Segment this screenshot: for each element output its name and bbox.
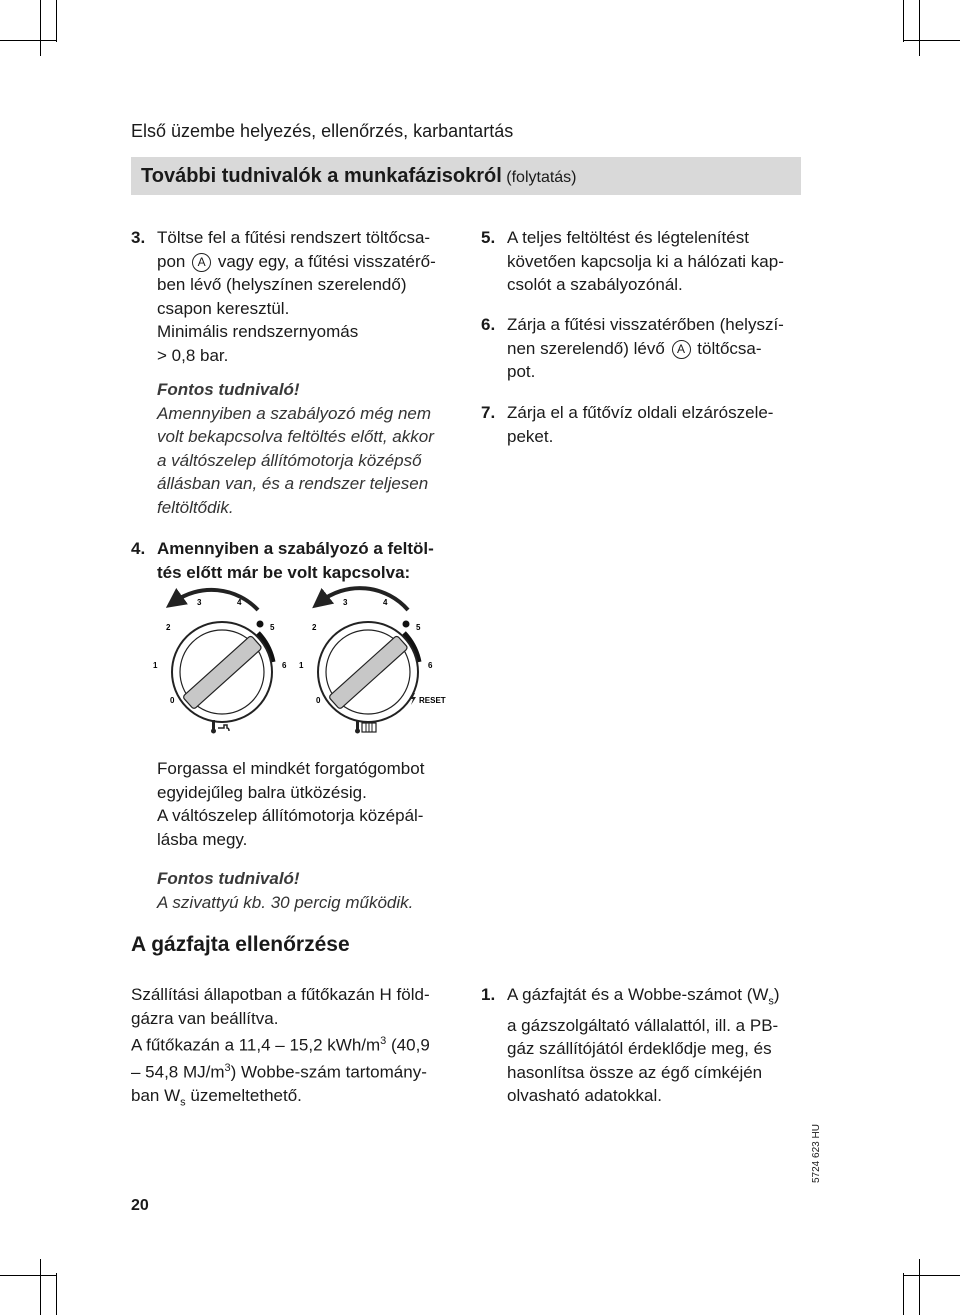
crop-mark [919, 1259, 920, 1315]
step-number: 6. [481, 315, 496, 334]
dial-label: 3 [343, 598, 348, 607]
dial-label: 6 [282, 661, 287, 670]
text-line [507, 337, 784, 361]
page-number: 20 [131, 1197, 149, 1214]
text-line: Minimális rendszernyomás [157, 322, 359, 341]
text-line: hasonlítsa össze az égő címkéjén [507, 1062, 763, 1082]
subscript: s [180, 1096, 186, 1109]
note-heading: Fontos tudnivaló! [157, 380, 300, 399]
step-number: 5. [481, 228, 496, 247]
page-title: További tudnivalók a munkafázisokról [141, 165, 502, 187]
step-number: 4. [131, 539, 146, 558]
crop-mark [903, 1273, 904, 1315]
text-line: gázra van beállítva. [131, 1008, 279, 1028]
text-line: a gázszolgáltató vállalattól, ill. a PB- [507, 1015, 779, 1035]
text-fragment: – 54,8 MJ/m [131, 1062, 225, 1082]
dial-label: 5 [270, 623, 275, 632]
rotation-arrow-left [174, 590, 258, 610]
crop-mark [904, 1275, 960, 1276]
marker-a: A [192, 253, 211, 272]
text-line [131, 1057, 430, 1084]
note-line: Amennyiben a szabályozó még nem [157, 403, 432, 423]
dial-label: 4 [237, 598, 242, 607]
text-fragment: üzemeltethető. [185, 1086, 302, 1106]
text-fragment: ban W [131, 1086, 181, 1106]
text-line [131, 1084, 430, 1115]
text-line: tés előtt már be volt kapcsolva: [157, 562, 411, 582]
dial-figure [140, 580, 460, 750]
note-line: volt bekapcsolva feltöltés előtt, akkor [157, 427, 434, 446]
subscript: s [768, 995, 774, 1008]
section-header: Első üzembe helyezés, ellenőrzés, karbantartás [131, 121, 514, 141]
superscript: 3 [380, 1035, 387, 1047]
rotation-arrow-right [320, 588, 408, 610]
crop-mark [0, 1275, 56, 1276]
dial-label: 1 [153, 661, 158, 670]
text-line: gáz szállítójától érdeklődje meg, és [507, 1039, 772, 1059]
note-3 [157, 378, 434, 519]
dial-label: 6 [428, 661, 433, 670]
text-line: A teljes feltöltést és légtelenítést [507, 228, 749, 247]
note-4 [157, 867, 413, 914]
note-line: feltöltődik. [157, 497, 234, 517]
note-line: a váltószelep állítómotorja középső [157, 450, 422, 470]
superscript: 3 [224, 1062, 231, 1075]
dial-label: 2 [312, 623, 317, 632]
text-fragment: pon [157, 251, 186, 271]
text-line: Töltse fel a fűtési rendszert töltőcsa- [157, 228, 431, 247]
step-3-text [157, 226, 436, 367]
crop-mark [40, 1259, 41, 1315]
title-bar [131, 157, 801, 195]
section-heading: A gázfajta ellenőrzése [131, 933, 350, 956]
step-6-text [507, 313, 784, 384]
text-line [131, 1030, 430, 1057]
note-heading: Fontos tudnivaló! [157, 869, 300, 888]
dial-label: 0 [316, 696, 321, 705]
step-number: 1. [481, 985, 496, 1004]
step-7-text [507, 401, 773, 448]
text-line: Zárja el a fűtővíz oldali elzárószele- [507, 403, 774, 422]
step-number: 7. [481, 403, 496, 422]
text-fragment: A gázfajtát és a Wobbe-számot (W [507, 985, 769, 1004]
gas-step-1-text [507, 983, 780, 1108]
text-line [157, 250, 436, 274]
step-4-text [157, 757, 424, 851]
text-fragment: ) [773, 985, 780, 1004]
text-line: csapon keresztül. [157, 298, 290, 318]
dial-label: 0 [170, 696, 175, 705]
text-line [507, 983, 780, 1014]
text-fragment: ) Wobbe-szám tartomány- [230, 1062, 427, 1082]
text-fragment: töltőcsa- [697, 338, 762, 358]
crop-mark [56, 0, 57, 42]
crop-mark [0, 40, 56, 41]
text-fragment: vagy egy, a fűtési visszatérő- [217, 251, 436, 271]
dial-label: 1 [299, 661, 304, 670]
page-title-sub: (folytatás) [506, 169, 577, 186]
crop-mark [919, 0, 920, 56]
left-dial [153, 590, 287, 734]
text-fragment: nen szerelendő) lévő [507, 338, 665, 358]
text-line: pot. [507, 362, 536, 381]
text-line: Szállítási állapotban a fűtőkazán H föld- [131, 985, 430, 1004]
crop-mark [56, 1273, 57, 1315]
gas-left-text [131, 983, 430, 1115]
dial-label: 4 [383, 598, 388, 607]
text-line: lásba megy. [157, 829, 248, 849]
text-line: peket. [507, 426, 554, 446]
text-line: Amennyiben a szabályozó a feltöl- [157, 539, 434, 558]
crop-mark [40, 0, 41, 56]
text-line: Zárja a fűtési visszatérőben (helyszí- [507, 315, 784, 334]
text-line: ben lévő (helyszínen szerelendő) [157, 275, 407, 294]
dial-label: 5 [416, 623, 421, 632]
marker-a: A [672, 340, 691, 359]
reset-label: RESET [419, 696, 446, 705]
text-line: olvasható adatokkal. [507, 1086, 662, 1106]
text-line: csolót a szabályozónál. [507, 275, 683, 294]
document-number: 5724 623 HU [811, 1124, 822, 1183]
text-line: egyidejűleg balra ütközésig. [157, 782, 367, 802]
right-dial [299, 588, 446, 733]
text-line: követően kapcsolja ki a hálózati kap- [507, 251, 784, 271]
step-number: 3. [131, 228, 146, 247]
text-line: > 0,8 bar. [157, 345, 229, 365]
text-fragment: A fűtőkazán a 11,4 – 15,2 kWh/m [131, 1035, 381, 1055]
dial-label: 2 [166, 623, 171, 632]
crop-mark [904, 40, 960, 41]
step-5-text [507, 226, 784, 297]
crop-mark [903, 0, 904, 42]
note-line: állásban van, és a rendszer teljesen [157, 474, 429, 493]
step-4-heading [157, 537, 434, 584]
text-fragment: (40,9 [386, 1035, 430, 1055]
dial-label: 3 [197, 598, 202, 607]
text-line: Forgassa el mindkét forgatógombot [157, 759, 425, 778]
note-line: A szivattyú kb. 30 percig működik. [157, 892, 414, 912]
text-line: A váltószelep állítómotorja középál- [157, 806, 424, 825]
